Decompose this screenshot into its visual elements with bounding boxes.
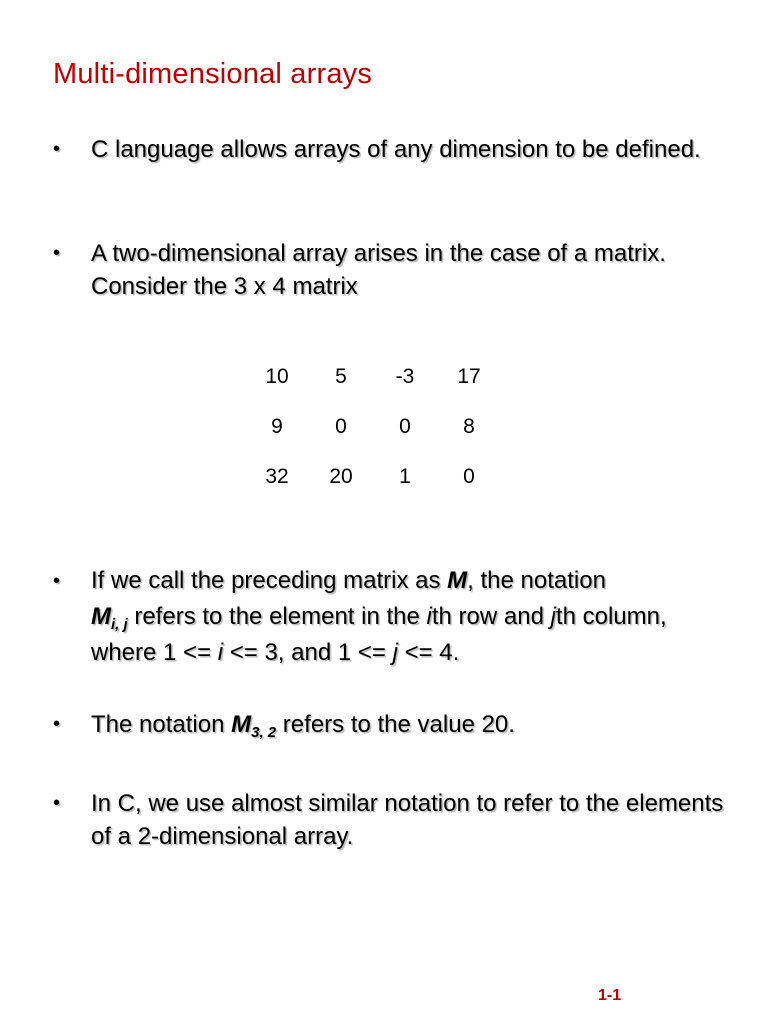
text-run: The notation bbox=[91, 711, 232, 738]
bullet-marker: • bbox=[53, 792, 61, 814]
matrix-cell: 8 bbox=[463, 415, 475, 438]
matrix-cell: -3 bbox=[395, 365, 415, 388]
matrix-cell: 32 bbox=[265, 465, 289, 488]
text-run: refers to the element in the bbox=[127, 603, 427, 630]
matrix-symbol: M bbox=[447, 567, 468, 594]
index-variable: i bbox=[426, 603, 432, 630]
bullet-text bbox=[91, 708, 733, 741]
matrix-symbol: M bbox=[91, 603, 111, 630]
bullet-marker: • bbox=[53, 138, 61, 160]
matrix-cell: 5 bbox=[335, 365, 347, 388]
text-run: <= 4. bbox=[397, 639, 460, 666]
text-run: <= 3, and 1 <= bbox=[223, 639, 393, 666]
text-run: th column, where 1 <= bbox=[91, 603, 667, 666]
bullet-marker: • bbox=[53, 570, 61, 592]
page-number: 1-1 bbox=[598, 987, 622, 1004]
text-run: If we call the preceding matrix as bbox=[91, 567, 448, 594]
matrix-symbol: M bbox=[231, 711, 252, 738]
matrix-cell: 20 bbox=[329, 465, 353, 488]
text-run: , the notation bbox=[467, 567, 606, 594]
bullet-two-dimensional-matrix bbox=[53, 237, 733, 303]
bullet-marker: • bbox=[53, 242, 61, 264]
index-variable: i bbox=[217, 639, 224, 666]
matrix-cell: 0 bbox=[463, 465, 475, 488]
bullet-c-notation bbox=[53, 787, 733, 853]
text-run: th row and bbox=[431, 603, 551, 630]
matrix-table bbox=[245, 352, 501, 502]
matrix-row bbox=[245, 452, 501, 502]
bullet-arrays-any-dimension bbox=[53, 133, 733, 166]
bullet-notation-mij bbox=[53, 563, 733, 671]
index-variable: j bbox=[392, 639, 398, 666]
matrix-cell: 1 bbox=[399, 465, 411, 488]
bullet-marker: • bbox=[53, 713, 61, 735]
bullet-notation-m32 bbox=[53, 708, 733, 741]
matrix-cell: 9 bbox=[271, 415, 283, 438]
matrix-subscript: 3, 2 bbox=[251, 724, 277, 741]
matrix-cell: 0 bbox=[335, 415, 347, 438]
matrix-subscript: i, j bbox=[111, 616, 128, 633]
text-run: refers to the value 20. bbox=[276, 711, 515, 738]
matrix-row bbox=[245, 352, 501, 402]
bullet-text bbox=[91, 563, 733, 671]
matrix-row bbox=[245, 402, 501, 452]
bullet-text: In C, we use almost similar notation to refer to the elements of a 2-dimensional array. bbox=[91, 790, 724, 850]
matrix-cell: 0 bbox=[399, 415, 411, 438]
matrix-cell: 17 bbox=[457, 365, 481, 388]
slide-title: Multi-dimensional arrays bbox=[53, 58, 373, 90]
index-variable: j bbox=[550, 603, 556, 630]
bullet-text: A two-dimensional array arises in the case of a matrix. Consider the 3 x 4 matrix bbox=[91, 240, 666, 300]
bullet-text: C language allows arrays of any dimension to be defined. bbox=[91, 136, 701, 163]
matrix-cell: 10 bbox=[265, 365, 289, 388]
